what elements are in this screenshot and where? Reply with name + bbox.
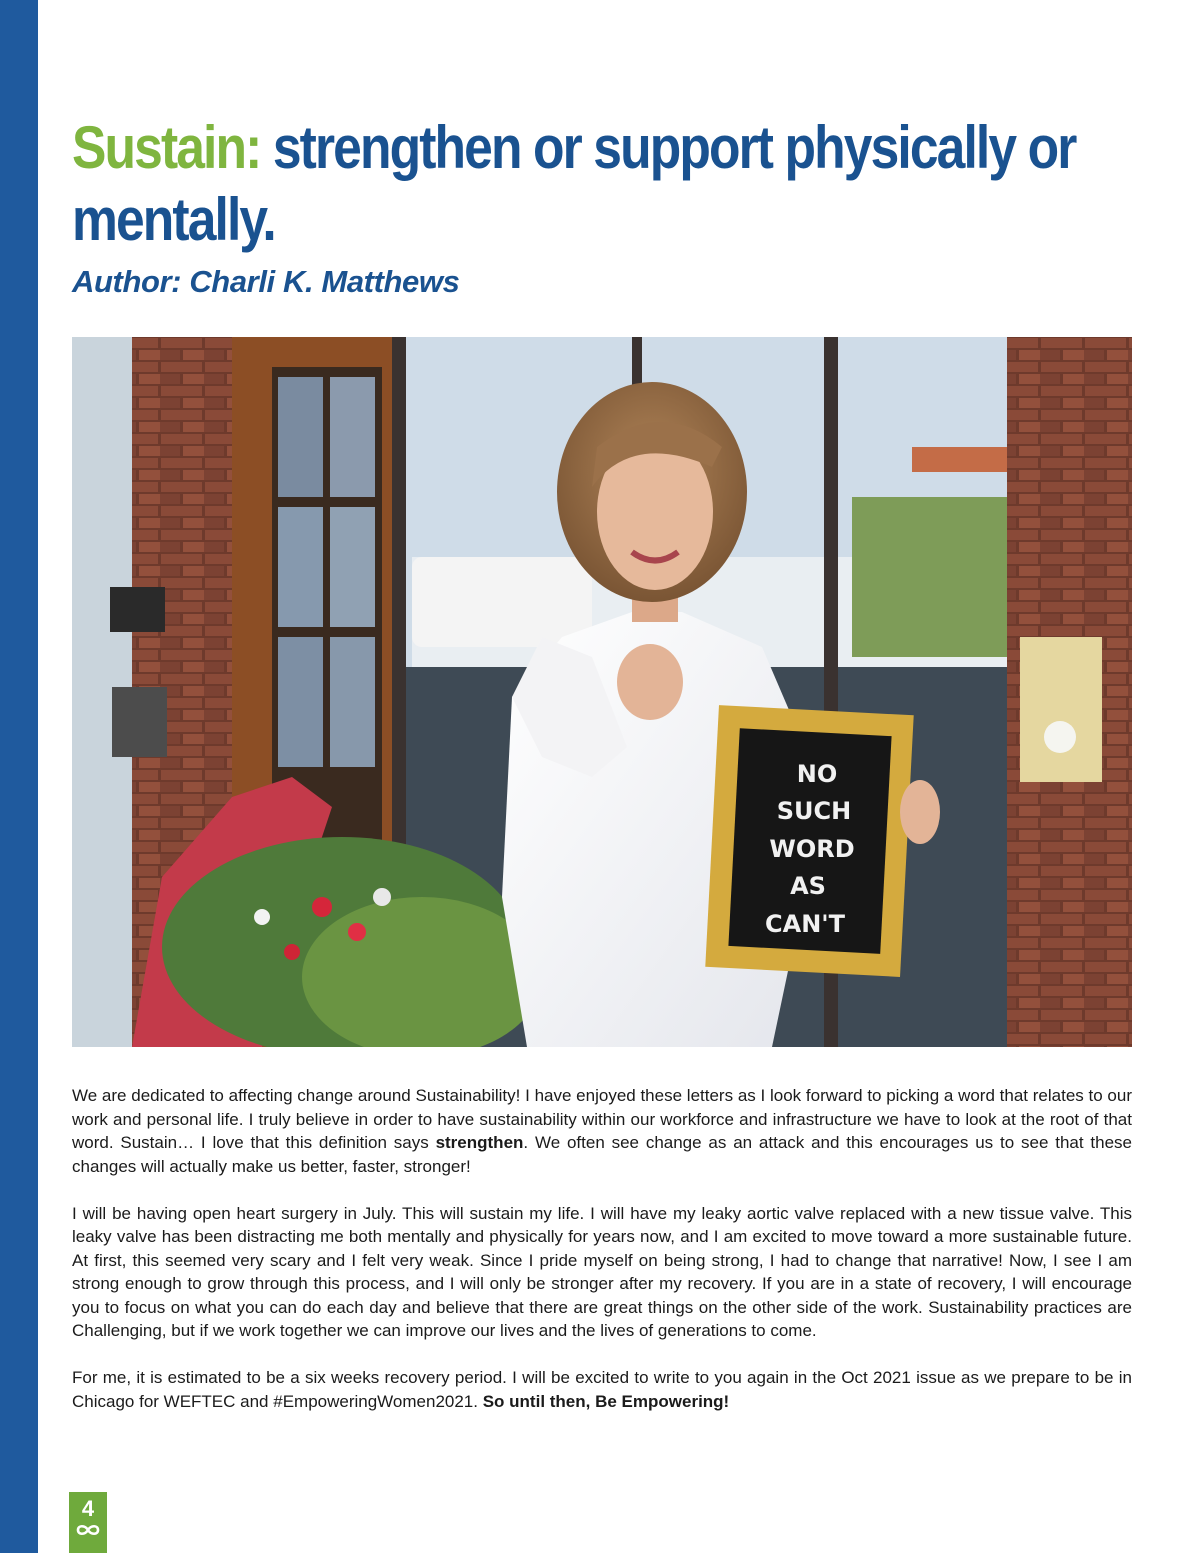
- title-accent: Sustain:: [72, 114, 261, 181]
- left-margin-stripe: [0, 0, 38, 1553]
- sign-line-4: AS: [790, 872, 826, 900]
- closing-emphasis: So until then, Be Empowering!: [482, 1391, 730, 1411]
- sign-line-3: WORD: [769, 835, 855, 863]
- page-number-badge: [69, 1492, 107, 1553]
- infinity-icon: [75, 1522, 101, 1538]
- paragraph-2: I will be having open heart surgery in July. This will sustain my life. I will have my leaky aortic valve replaced with a new tissue valve. This leaky valve has been distracting me both mentally and physically for years now, and I am excited to move toward a more sustainable future. At first, this seemed very scary and I felt very weak. Since I pride myself on being strong, I had to change that narrative! Now, I see I am strong enough to grow through this process, and I will only be stronger after my recovery. If you are in a state of recovery, I will encourage you to focus on what you can do each day and believe that there are great things on the other side of the work. Sustainability practices are Challenging, but if we work together we can improve our lives and the lives of generations to come.: [72, 1203, 1132, 1340]
- article-body: [72, 1084, 1132, 1437]
- paragraph-3-text: For me, it is estimated to be a six weeks recovery period. I will be excited to write to you again in the Oct 2021 issue as we prepare to be in Chicago for WEFTEC and #EmpoweringWomen2021.: [72, 1368, 1132, 1411]
- strengthen-emphasis: strengthen: [435, 1133, 524, 1152]
- author-photo: [72, 337, 1132, 1047]
- sign-line-2: SUCH: [776, 797, 852, 825]
- page-title: [72, 112, 1138, 256]
- paragraph-1: [72, 1084, 1132, 1178]
- sign-line-5: CAN'T: [765, 910, 845, 938]
- title-main: strengthen or support physically or mentally.: [72, 114, 1076, 253]
- sign-line-1: NO: [796, 760, 838, 788]
- paragraph-3: [72, 1366, 1132, 1413]
- page-number: 4: [81, 1496, 95, 1521]
- author-byline: Author: Charli K. Matthews: [72, 264, 460, 299]
- paragraph-1-text-end: . We often see change as an attack and this encourages us to see that these changes will actually make us better, faster, stronger!: [72, 1133, 1132, 1176]
- paragraph-1-text: We are dedicated to affecting change around Sustainability! I have enjoyed these letters as I look forward to picking a word that relates to our work and personal life. I truly believe in order to have sustainability within our workforce and infrastructure we have to look at the root of that word. Sustain… I love that this definition says: [72, 1086, 1132, 1152]
